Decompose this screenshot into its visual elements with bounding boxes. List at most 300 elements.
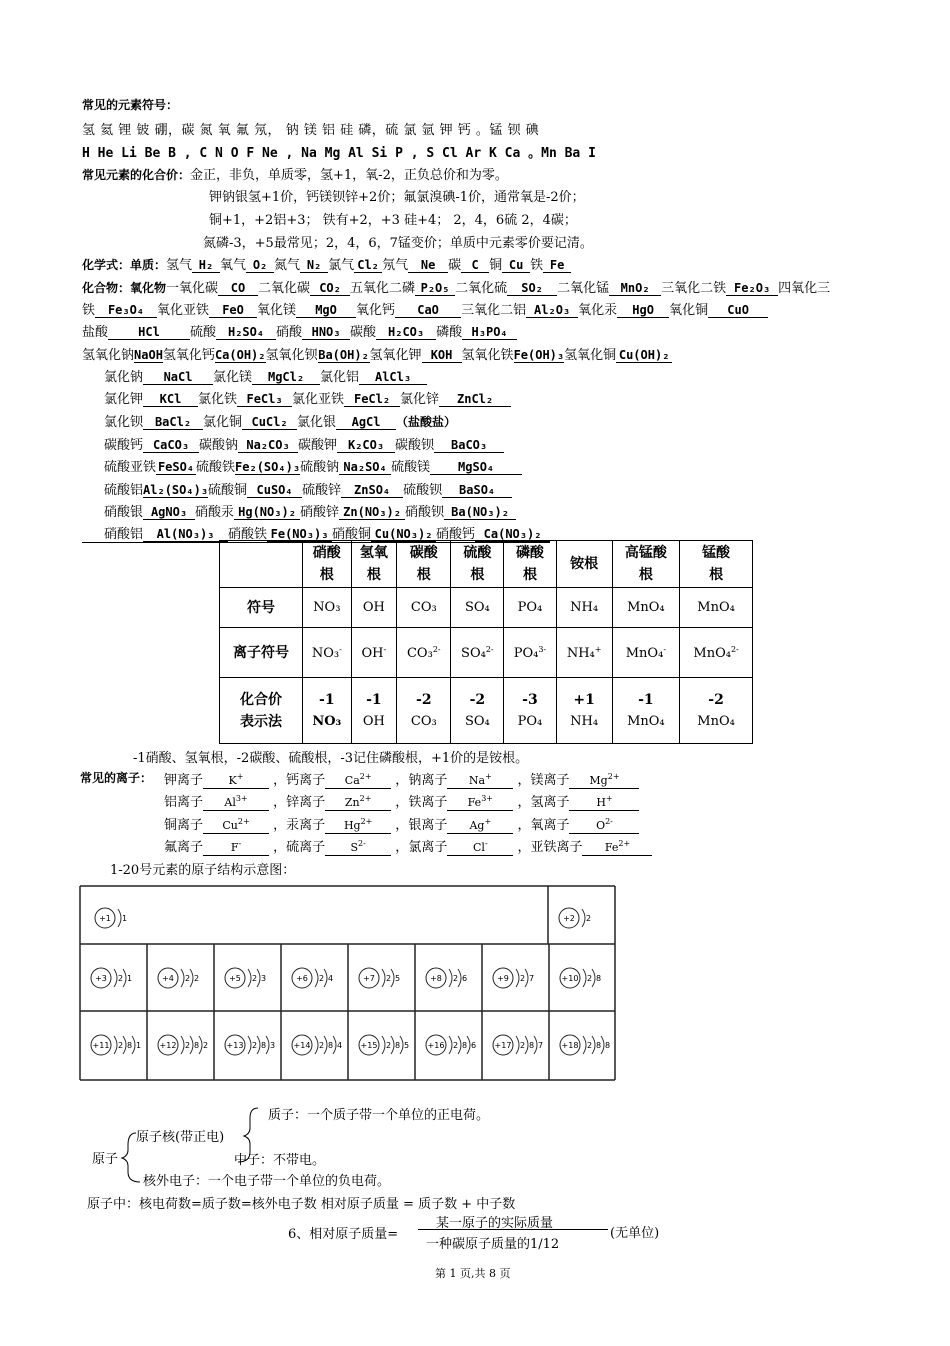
shell-electrons: 2 <box>118 1041 124 1050</box>
formula-name: 氮气 <box>274 258 301 273</box>
salt-name: 碳酸钙 <box>104 438 144 453</box>
elements-row <box>82 254 571 273</box>
radical-symbol: OH <box>351 588 397 628</box>
valence-number: -1 <box>366 691 382 708</box>
formula-value: H₃PO₄ <box>462 325 517 340</box>
formula-name: 三氧化二铁 <box>661 281 727 296</box>
nuclear-charge: +2 <box>563 914 575 923</box>
shell-electrons: 2 <box>586 914 592 923</box>
electron-shell-arc <box>118 909 121 927</box>
atom-diagram <box>91 1035 141 1055</box>
salt-name: 硫酸钡 <box>403 483 443 498</box>
ion-value <box>447 837 513 856</box>
formula-name: 一氧化碳 <box>166 281 219 296</box>
salt-formula: Fe₂(SO₄)₃ <box>235 460 301 474</box>
salt-name: 碳酸钾 <box>298 438 338 453</box>
salt-name: 氯化镁 <box>213 370 253 385</box>
formula-value: CO₂ <box>310 281 350 296</box>
shell-electrons: 2 <box>319 974 325 983</box>
electron-shell-arc <box>391 1036 394 1054</box>
shell-electrons: 1 <box>127 974 133 983</box>
valence-formula: OH <box>362 713 385 729</box>
ion-value <box>447 770 513 789</box>
formula-value: Cu(OH)₂ <box>616 348 672 363</box>
shell-electrons: 2 <box>453 974 459 983</box>
ion-name: 硫离子 <box>286 840 326 855</box>
formula-value: H₂CO₃ <box>376 325 436 340</box>
radical-valence <box>504 678 556 744</box>
atom-diagram <box>559 908 591 928</box>
separator: ， <box>269 840 287 855</box>
radical-ion <box>680 628 753 678</box>
radical-valence <box>680 678 753 744</box>
salt-name: 氯化铁 <box>198 392 238 407</box>
separator: ， <box>269 795 287 810</box>
salt-formula: BaSO₄ <box>442 483 512 498</box>
ion-value <box>569 815 639 834</box>
atom-diagram <box>426 1035 476 1055</box>
valence-line-3: 铜+1，+2铝+3； 铁有+2，+3 硅+4； 2，4，6硫 2，4碳； <box>209 213 577 228</box>
valence-line-4: 氮磷-3，+5最常见；2，4，6，7锰变价；单质中元素零价要记清。 <box>203 236 593 251</box>
atom-diagram <box>560 1035 610 1055</box>
shell-electrons: 8 <box>596 974 602 983</box>
electron-shell-arc <box>449 969 452 987</box>
valence-number: -2 <box>708 691 724 708</box>
nuclear-charge: +11 <box>92 1041 110 1050</box>
salt-name: 氯化铝 <box>320 370 360 385</box>
ion-charge: 3+ <box>481 794 493 803</box>
shell-electrons: 6 <box>471 1041 477 1050</box>
nuclear-charge: +7 <box>363 974 375 983</box>
ion-charge: 2- <box>358 839 366 848</box>
ion-symbol: K <box>228 774 237 787</box>
ion-charge: - <box>339 644 342 654</box>
formula-name: 二氧化锰 <box>557 281 610 296</box>
shell-electrons: 3 <box>261 974 267 983</box>
electron-shell-arc <box>333 1036 336 1054</box>
electron-shell-arc <box>592 1036 595 1054</box>
formula-name: 硫酸 <box>190 325 217 340</box>
ions-title: 常见的离子： <box>80 771 153 785</box>
neutron-text: 中子：不带电。 <box>234 1153 326 1168</box>
nuclear-charge: +1 <box>99 914 111 923</box>
formula-name: 磷酸 <box>436 325 463 340</box>
electron-shell-arc <box>190 1036 193 1054</box>
ion-charge: 3+ <box>235 794 248 803</box>
ion-charge: 2- <box>485 644 494 654</box>
radical-valence <box>451 678 504 744</box>
atom-diagram <box>292 968 333 988</box>
salt-formula: Al₂(SO₄)₃ <box>143 483 209 497</box>
salt-row <box>104 411 456 430</box>
salt-formula: FeSO₄ <box>157 460 195 474</box>
table-header: 铵根 <box>556 541 612 588</box>
valence-number: -2 <box>416 691 432 708</box>
shell-electrons: 6 <box>462 974 468 983</box>
ion-charge: + <box>605 794 613 803</box>
valence-note: -1硝酸、氢氧根，-2碳酸、硫酸根，-3记住磷酸根，+1价的是铵根。 <box>133 751 529 766</box>
formula-name: 铁 <box>82 303 96 318</box>
electron-shell-arc <box>458 1036 461 1054</box>
salt-formula: AlCl₃ <box>359 370 427 385</box>
valence-number: +1 <box>573 691 595 708</box>
ion-value <box>203 792 269 811</box>
atom-diagram <box>560 968 601 988</box>
atom-diagram <box>225 968 266 988</box>
formula-value: NaOH <box>134 348 163 362</box>
shell-electrons: 8 <box>127 1041 133 1050</box>
formula-name: 铜 <box>489 258 503 273</box>
shell-electrons: 2 <box>386 974 392 983</box>
ion-charge: 2+ <box>360 817 373 826</box>
electron-shell-arc <box>266 1036 269 1054</box>
formula-value: CO <box>218 281 258 296</box>
formula-value: Ca(OH)₂ <box>214 348 266 362</box>
ion-symbol: Na <box>468 774 486 787</box>
nuclear-charge: +8 <box>430 974 442 983</box>
formula-value: Fe₃O₄ <box>95 303 157 318</box>
shell-electrons: 2 <box>252 974 258 983</box>
valence-formula: NO₃ <box>312 713 342 729</box>
shell-electrons: 2 <box>185 1041 191 1050</box>
electron-shell-arc <box>516 1036 519 1054</box>
electron-shell-arc <box>315 969 318 987</box>
atom-text: 原子 <box>92 1152 119 1167</box>
formula-value: C <box>461 258 489 273</box>
salt-name: 硝酸银 <box>104 505 144 520</box>
formula-value: Fe₂O₃ <box>726 281 778 296</box>
valence-number: -1 <box>638 691 654 708</box>
atom-diagram <box>158 968 199 988</box>
shell-electrons: 8 <box>605 1041 611 1050</box>
formula-value: HNO₃ <box>302 325 350 340</box>
ion-charge: - <box>663 644 667 654</box>
shell-electrons: 4 <box>337 1041 343 1050</box>
atom-diagram <box>426 968 467 988</box>
salt-name: 氯化锌 <box>400 392 440 407</box>
electron-shell-arc <box>583 969 586 987</box>
salt-formula: ZnCl₂ <box>439 392 511 407</box>
electron-shell-arc <box>123 1036 126 1054</box>
ion-name: 锌离子 <box>286 795 326 810</box>
salt-formula: Na₂SO₄ <box>339 460 391 475</box>
ion-symbol: Cl <box>473 841 485 854</box>
nuclear-charge: +12 <box>159 1041 177 1050</box>
shell-electrons: 7 <box>529 974 535 983</box>
valence-formula: CO₃ <box>410 713 437 729</box>
atom-diagram-title: 1-20号元素的原子结构示意图： <box>110 863 296 878</box>
atom-grid-svg <box>79 885 617 1081</box>
radical-valence <box>303 678 352 744</box>
shell-electrons: 2 <box>203 1041 209 1050</box>
shell-electrons: 2 <box>319 1041 325 1050</box>
formula-name: 氧化钙 <box>356 303 396 318</box>
formula-value: HCl <box>108 325 190 340</box>
salt-name: 氯化钾 <box>104 392 144 407</box>
ion-symbol: S <box>350 841 359 854</box>
ion-charge: + <box>484 817 492 826</box>
ion-name: 氧离子 <box>530 818 570 833</box>
nuclear-charge: +4 <box>162 974 174 983</box>
separator: ， <box>513 840 531 855</box>
valence-line-1: 常见元素的化合价：金正，非负，单质零，氢+1，氧-2，正负总价和为零。 <box>82 168 508 183</box>
radical-symbol: PO₄ <box>504 588 556 628</box>
ion-name: 银离子 <box>408 818 448 833</box>
salt-formula: Hg(NO₃)₂ <box>234 505 300 520</box>
nuclear-charge: +14 <box>293 1041 311 1050</box>
formula-name: 氢氧化铜 <box>564 348 617 363</box>
nuclear-charge: +15 <box>360 1041 378 1050</box>
acids-row <box>82 321 517 340</box>
ion-charge: 2- <box>605 817 613 826</box>
electron-shell-arc <box>382 969 385 987</box>
atom-diagram <box>158 1035 208 1055</box>
salt-name: 硝酸钡 <box>405 505 445 520</box>
electron-shell-arc <box>199 1036 202 1054</box>
electron-shell-arc <box>400 1036 403 1054</box>
separator: ， <box>513 795 531 810</box>
nuclear-charge: +6 <box>296 974 308 983</box>
radical-symbol: MnO₄ <box>612 588 680 628</box>
elements-title: 化学式：单质： <box>82 258 167 272</box>
formula-name: 氢氧化钙 <box>162 348 215 363</box>
atom-structure-grid <box>79 885 617 1085</box>
formula-prefix: 6、相对原子质量= <box>288 1227 399 1242</box>
salt-formula: FeCl₃ <box>237 392 292 407</box>
salt-formula: Al(NO₃)₃ <box>143 527 228 542</box>
salt-name: 碳酸钡 <box>395 438 435 453</box>
formula-numerator: 某一原子的实际质量 <box>436 1216 554 1231</box>
ion-symbol: Al <box>224 796 236 809</box>
salt-formula: CaCO₃ <box>143 438 199 453</box>
electron-shell-arc <box>257 1036 260 1054</box>
salt-name: 氯化钠 <box>104 370 144 385</box>
ion-symbol: Zn <box>344 796 360 809</box>
proton-text: 质子：一个质子带一个单位的正电荷。 <box>268 1108 490 1123</box>
shell-electrons: 2 <box>520 974 526 983</box>
electron-shell-arc <box>592 969 595 987</box>
ion-value <box>325 792 391 811</box>
salt-formula: BaCl₂ <box>143 415 203 430</box>
ion-symbol: Fe <box>467 796 482 809</box>
salt-row <box>104 479 512 498</box>
ion-charge: 2+ <box>607 772 620 781</box>
ion-charge: - <box>383 644 387 654</box>
table-header: 磷酸 根 <box>504 541 556 588</box>
electron-shell-arc <box>516 969 519 987</box>
ion-base: PO₄ <box>513 645 539 661</box>
atom-diagram <box>225 1035 275 1055</box>
ion-symbol: F <box>230 841 239 854</box>
formula-name: 氖气 <box>382 258 409 273</box>
shell-electrons: 8 <box>261 1041 267 1050</box>
formula-value: Fe(OH)₃ <box>513 348 565 362</box>
salt-name: 硝酸铝 <box>104 527 144 542</box>
radical-symbol: SO₄ <box>451 588 504 628</box>
table-corner <box>220 541 303 588</box>
electron-shell-arc <box>248 1036 251 1054</box>
shell-electrons: 1 <box>136 1041 142 1050</box>
electron-text: 核外电子：一个电子带一个单位的负电荷。 <box>143 1174 391 1189</box>
electron-shell-arc <box>181 1036 184 1054</box>
radical-symbol: NO₃ <box>303 588 352 628</box>
valence-formula: MnO₄ <box>697 713 735 729</box>
shell-electrons: 2 <box>587 974 593 983</box>
formula-name: 硝酸 <box>276 325 303 340</box>
separator: ， <box>513 818 531 833</box>
formula-value: Cu <box>502 258 530 273</box>
formula-name: 氧化汞 <box>578 303 618 318</box>
radical-table <box>219 540 753 744</box>
salt-name: 硫酸亚铁 <box>104 460 157 475</box>
electron-shell-arc <box>123 969 126 987</box>
salt-name: 氯化钡 <box>104 415 144 430</box>
formula-value: HgO <box>617 303 669 318</box>
electron-shell-arc <box>391 969 394 987</box>
ion-charge: 3- <box>538 644 547 654</box>
radical-valence <box>351 678 397 744</box>
separator: ， <box>391 840 409 855</box>
formula-value: CaO <box>395 303 461 318</box>
separator: ， <box>513 773 531 788</box>
formula-value: Al₂O₃ <box>526 303 578 318</box>
electron-shell-arc <box>190 969 193 987</box>
electron-shell-arc <box>315 1036 318 1054</box>
brace-lines <box>118 1100 268 1190</box>
formula-name: 氧气 <box>220 258 247 273</box>
section-title-symbols: 常见的元素符号： <box>82 98 179 112</box>
nucleus-text: 原子核(带正电) <box>136 1130 225 1145</box>
formula-name: 氢气 <box>166 258 193 273</box>
electron-shell-arc <box>132 1036 135 1054</box>
electron-shell-arc <box>449 1036 452 1054</box>
ion-name: 亚铁离子 <box>530 840 583 855</box>
nuclear-charge: +5 <box>229 974 241 983</box>
ion-base: NO₃ <box>311 645 340 661</box>
ion-charge: - <box>484 839 488 848</box>
formula-value: H₂ <box>192 258 220 273</box>
shell-electrons: 8 <box>596 1041 602 1050</box>
radical-symbol: NH₄ <box>556 588 612 628</box>
electron-shell-arc <box>534 1036 537 1054</box>
ion-symbol: Ag <box>469 819 485 832</box>
shell-electrons: 2 <box>185 974 191 983</box>
shell-electrons: 2 <box>386 1041 392 1050</box>
ion-charge: 2- <box>432 644 441 654</box>
ion-symbol: Hg <box>343 819 361 832</box>
ion-charge: 2+ <box>618 839 631 848</box>
nuclear-charge: +16 <box>427 1041 445 1050</box>
formula-value: H₂SO₄ <box>216 325 276 340</box>
ion-name: 氟离子 <box>164 840 204 855</box>
formula-denominator: 一种碳原子质量的1/12 <box>426 1237 560 1252</box>
ion-name: 汞离子 <box>286 818 326 833</box>
formula-value: KOH <box>422 348 462 363</box>
valence-line-2: 钾钠银氢+1价，钙镁钡锌+2价；氟氯溴碘-1价，通常氧是-2价； <box>209 190 585 205</box>
ion-row <box>164 791 639 811</box>
salt-formula: Zn(NO₃)₂ <box>339 505 405 520</box>
shell-electrons: 5 <box>404 1041 410 1050</box>
salt-formula: FeCl₂ <box>344 392 400 407</box>
radical-valence <box>397 678 451 744</box>
ion-base: CO₃ <box>406 645 433 661</box>
table-header: 锰酸 根 <box>680 541 753 588</box>
atom-diagram <box>493 1035 543 1055</box>
formula-value: MnO₂ <box>609 281 661 296</box>
shell-electrons: 7 <box>538 1041 544 1050</box>
electron-shell-arc <box>601 1036 604 1054</box>
ion-charge: + <box>236 772 244 781</box>
formula-value: FeO <box>209 303 257 318</box>
salt-formula: AgCl <box>336 415 396 430</box>
ion-symbol: Cu <box>222 819 238 832</box>
salt-row <box>104 366 427 385</box>
salt-formula: MgCl₂ <box>252 370 320 385</box>
formula-name: 碳 <box>448 258 462 273</box>
shell-electrons: 8 <box>328 1041 334 1050</box>
shell-electrons: 2 <box>453 1041 459 1050</box>
formula-name: 二氧化硫 <box>455 281 508 296</box>
formula-value: MgO <box>296 303 356 318</box>
compound-title: 化合物：氧化物 <box>82 281 167 295</box>
valence-formula: PO₄ <box>517 713 543 729</box>
formula-value: Fe <box>543 258 571 273</box>
formula-name: 三氧化二铝 <box>461 303 527 318</box>
table-header: 硫酸 根 <box>451 541 504 588</box>
row-label: 化合价 表示法 <box>220 678 303 744</box>
formula-name: 氢氧化钠 <box>82 348 135 363</box>
salt-name: 硫酸镁 <box>391 460 431 475</box>
ion-charge: 2+ <box>359 794 372 803</box>
atom-diagram <box>359 968 400 988</box>
salt-name: 硫酸钠 <box>300 460 340 475</box>
salt-formula: MgSO₄ <box>430 460 522 475</box>
electron-shell-arc <box>257 969 260 987</box>
atom-diagram <box>91 968 132 988</box>
electron-shell-arc <box>525 969 528 987</box>
ion-charge: 2- <box>730 644 739 654</box>
shell-electrons: 2 <box>194 974 200 983</box>
page-footer: 第 1 页,共 8 页 <box>435 1267 511 1280</box>
shell-electrons: 4 <box>328 974 334 983</box>
salt-formula: Ba(NO₃)₂ <box>444 505 516 520</box>
electron-shell-arc <box>583 1036 586 1054</box>
salt-note: （盐酸盐） <box>396 415 457 429</box>
ion-value <box>447 792 513 811</box>
atom-diagram <box>493 968 534 988</box>
bases-row <box>82 344 672 363</box>
formula-name: 氢氧化钡 <box>265 348 318 363</box>
shell-electrons: 2 <box>118 974 124 983</box>
ion-name: 氯离子 <box>408 840 448 855</box>
formula-name: 四氧化三 <box>778 281 831 296</box>
ion-name: 钙离子 <box>286 773 326 788</box>
ion-symbol: H <box>596 796 606 809</box>
salt-row <box>104 456 522 475</box>
radical-ion <box>504 628 556 678</box>
formula-value: N₂ <box>300 258 328 273</box>
salt-name: 氯化铜 <box>203 415 243 430</box>
ion-row <box>164 769 639 789</box>
ion-value <box>203 770 269 789</box>
ion-base: SO₄ <box>461 645 486 661</box>
table-header: 硝酸 根 <box>303 541 352 588</box>
radical-ion <box>612 628 680 678</box>
fraction-line <box>418 1229 608 1230</box>
salt-name: 硫酸铜 <box>208 483 248 498</box>
salt-name: 碳酸钠 <box>199 438 239 453</box>
shell-electrons: 2 <box>520 1041 526 1050</box>
